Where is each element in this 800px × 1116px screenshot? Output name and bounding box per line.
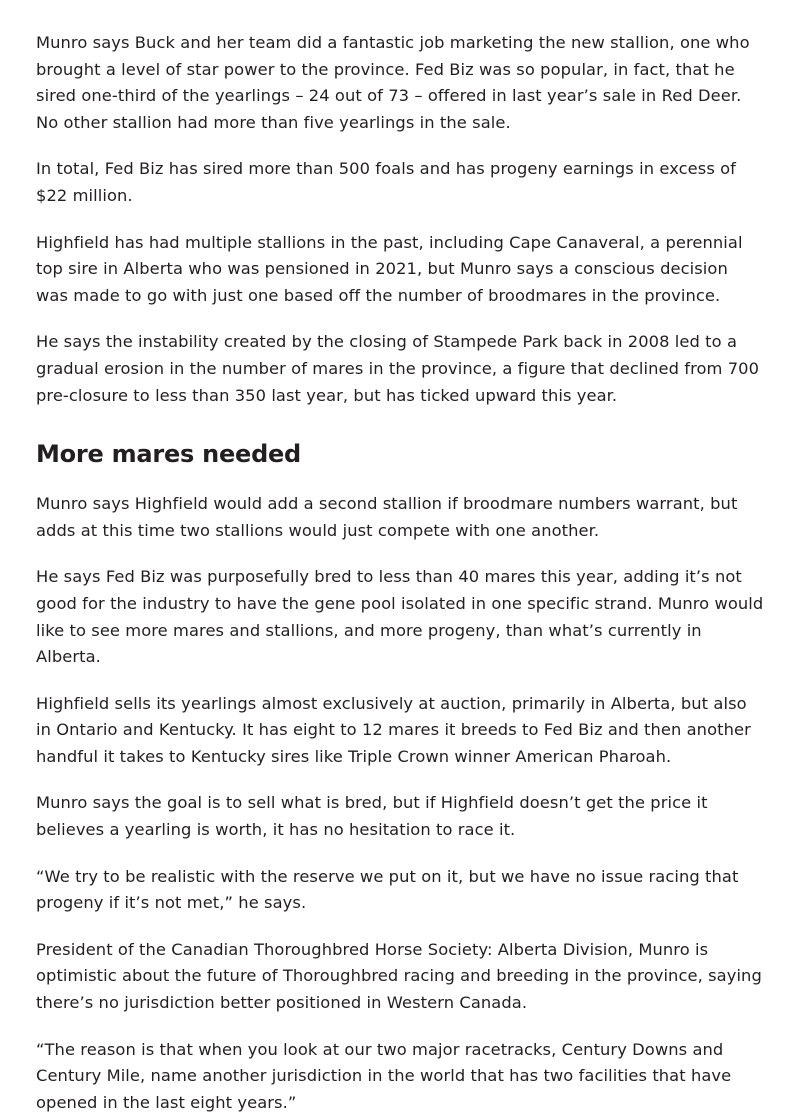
article-body bbox=[36, 30, 764, 1116]
paragraph-8: Munro says the goal is to sell what is bred, but if Highfield doesn’t get the price it believes a yearling is worth, it has no hesitation to race it. bbox=[36, 793, 708, 840]
paragraph-3: Highfield has had multiple stallions in the past, including Cape Canaveral, a perennial top sire in Alberta who was pensioned in 2021, but Munro says a conscious decision was made to go with just one based off the number of broodmares in the province. bbox=[36, 232, 743, 305]
paragraph-9: “We try to be realistic with the reserve we put on it, but we have no issue racing that progeny if it’s not met,” he says. bbox=[36, 866, 739, 913]
subheading-more-mares-needed: More mares needed bbox=[36, 440, 301, 469]
paragraph-2: In total, Fed Biz has sired more than 500 foals and has progeny earnings in excess of $22 million. bbox=[36, 159, 736, 205]
paragraph-5: Munro says Highfield would add a second stallion if broodmare numbers warrant, but adds at this time two stallions would just compete with one another. bbox=[36, 494, 738, 540]
paragraph-10: President of the Canadian Thoroughbred Horse Society: Alberta Division, Munro is optimistic about the future of Thoroughbred racing and breeding in the province, saying there’s no jurisdiction better positioned in Western Canada. bbox=[36, 939, 762, 1013]
paragraph-6: He says Fed Biz was purposefully bred to less than 40 mares this year, adding it’s not good for the industry to have the gene pool isolated in one specific strand. Munro would like to see more mares and stallions, and more progeny, than what’s currently in Alberta. bbox=[36, 567, 764, 667]
paragraph-4: He says the instability created by the closing of Stampede Park back in 2008 led to a gradual erosion in the number of mares in the province, a figure that declined from 700 pre-closure to less than 350 last year, but has ticked upward this year. bbox=[36, 332, 760, 405]
paragraph-11: “The reason is that when you look at our two major racetracks, Century Downs and Century Mile, name another jurisdiction in the world that has two facilities that have opened in the last eight years.” bbox=[36, 1039, 732, 1112]
paragraph-1: Munro says Buck and her team did a fantastic job marketing the new stallion, one who brought a level of star power to the province. Fed Biz was so popular, in fact, that he sired one-third of the yearlings – 24 out of 73 – offered in last year’s sale in Red Deer. No other stallion had more than five yearlings in the sale. bbox=[36, 33, 750, 132]
paragraph-7: Highfield sells its yearlings almost exclusively at auction, primarily in Alberta, but also in Ontario and Kentucky. It has eight to 12 mares it breeds to Fed Biz and then another handful it takes to Kentucky sires like Triple Crown winner American Pharoah. bbox=[36, 693, 751, 766]
